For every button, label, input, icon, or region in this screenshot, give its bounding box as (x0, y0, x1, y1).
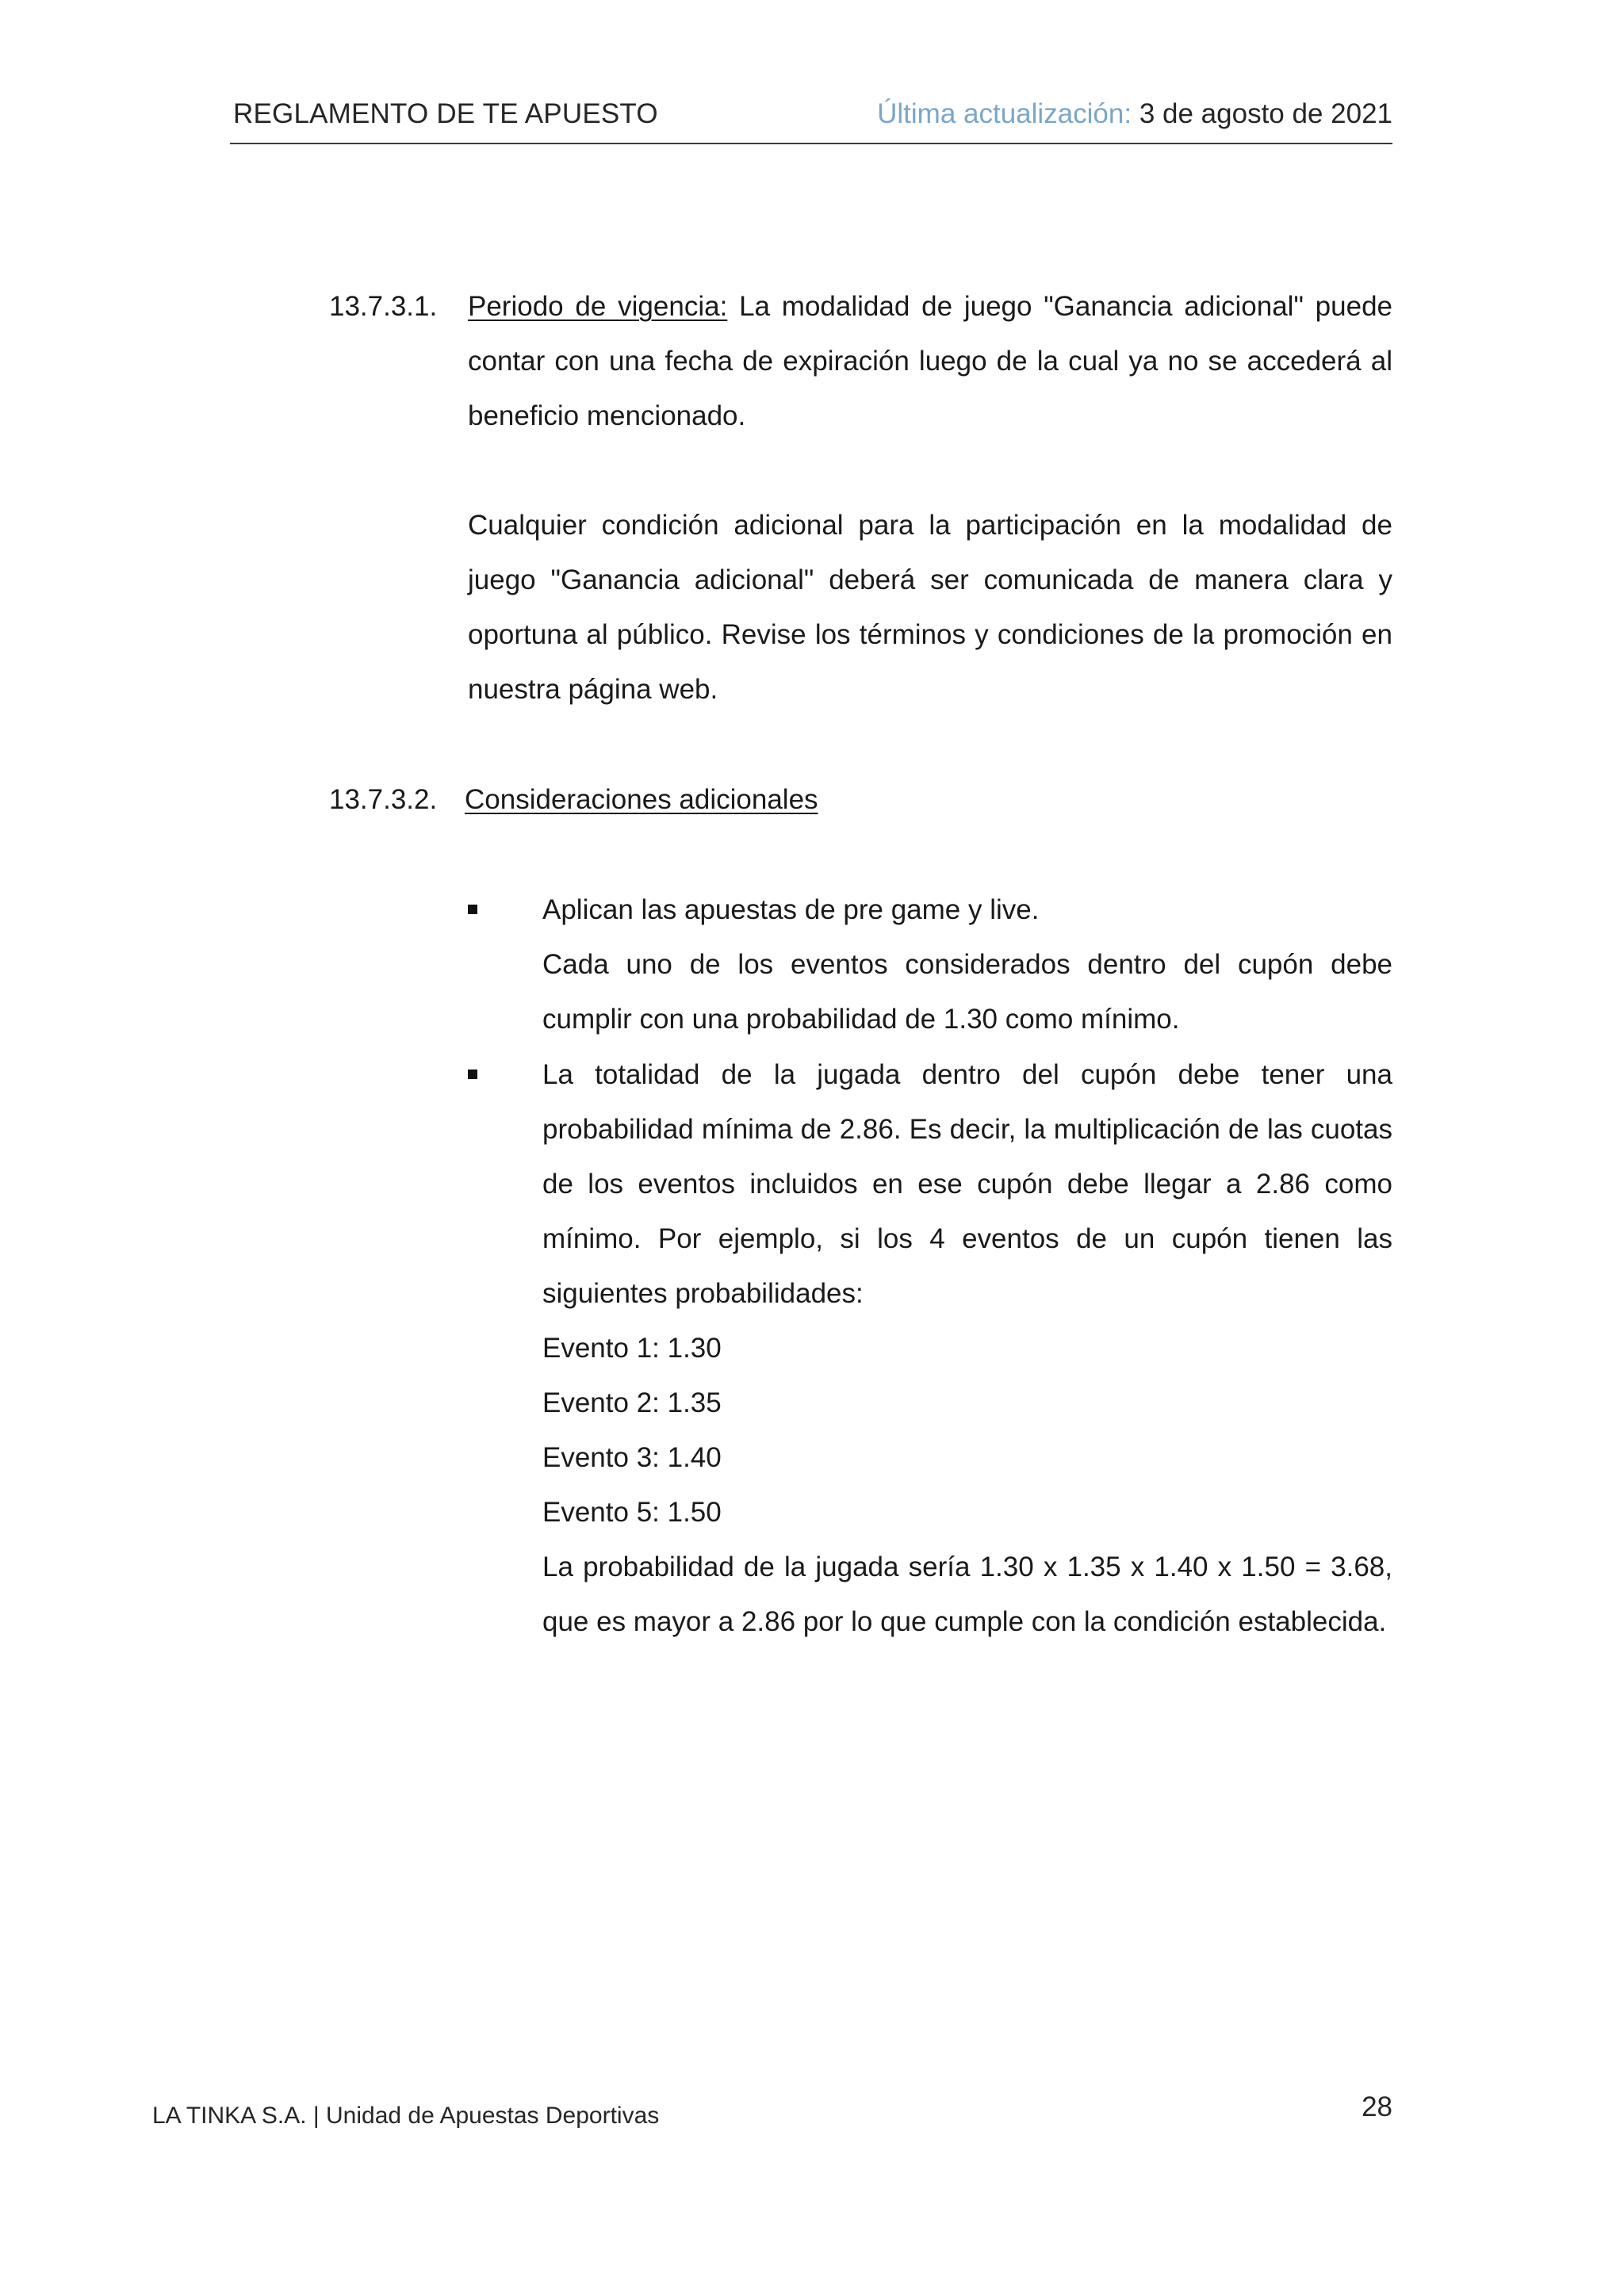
bullet-square-icon (468, 905, 477, 914)
document-title: REGLAMENTO DE TE APUESTO (233, 98, 658, 129)
last-updated-date: 3 de agosto de 2021 (1139, 98, 1392, 129)
section-1-heading: Periodo de vigencia: (468, 291, 728, 322)
bullet-1-line-1: Aplican las apuestas de pre game y live. (542, 894, 1040, 925)
last-updated (877, 98, 1392, 130)
page-header (230, 94, 1392, 144)
footer-company: LA TINKA S.A. | Unidad de Apuestas Deportivas (152, 2103, 660, 2129)
page-number: 28 (1362, 2091, 1392, 2122)
event-1: Evento 1: 1.30 (542, 1333, 722, 1364)
event-3: Evento 3: 1.40 (542, 1442, 722, 1473)
section-number-13-7-3-1: 13.7.3.1. (329, 291, 438, 322)
section-1-intro: La modalidad de juego "Ganancia adicional" puede contar con una fecha de expiración luego de la cual ya no se accederá al beneficio mencionado. (468, 291, 1392, 431)
bullet-square-icon (468, 1070, 477, 1079)
bullet-1-text (542, 882, 1392, 1047)
event-4: Evento 5: 1.50 (542, 1497, 722, 1528)
section-1-paragraph-2: Cualquier condición adicional para la participación en la modalidad de juego "Ganancia adicional" deberá ser comunicada de manera clara y oportuna al público. Revise los términos y condiciones de la promoción en nuestra página web. (468, 510, 1392, 705)
bullet-2-paragraph: La totalidad de la jugada dentro del cupón debe tener una probabilidad mínima de 2.86. Es decir, la multiplicación de las cuotas de los eventos incluidos en ese cupón debe llegar a 2.86 como mínimo. Por ejemplo, si los 4 eventos de un cupón tienen las siguientes probabilidades: (542, 1059, 1392, 1309)
section-1-paragraph-1 (468, 279, 1392, 443)
bullet-2-text (542, 1047, 1392, 1649)
bullet-2-conclusion: La probabilidad de la jugada sería 1.30 x 1.35 x 1.40 x 1.50 = 3.68, que es mayor a 2.86 por lo que cumple con la condición establecida. (542, 1552, 1392, 1637)
last-updated-label: Última actualización: (877, 98, 1132, 129)
section-2-heading-text: Consideraciones adicionales (465, 784, 818, 815)
event-2: Evento 2: 1.35 (542, 1387, 722, 1418)
section-number-13-7-3-2: 13.7.3.2. (329, 784, 438, 815)
bullet-1-line-2: Cada uno de los eventos considerados dentro del cupón debe cumplir con una probabilidad de 1.30 como mínimo. (542, 949, 1392, 1035)
section-2-heading (465, 772, 818, 827)
